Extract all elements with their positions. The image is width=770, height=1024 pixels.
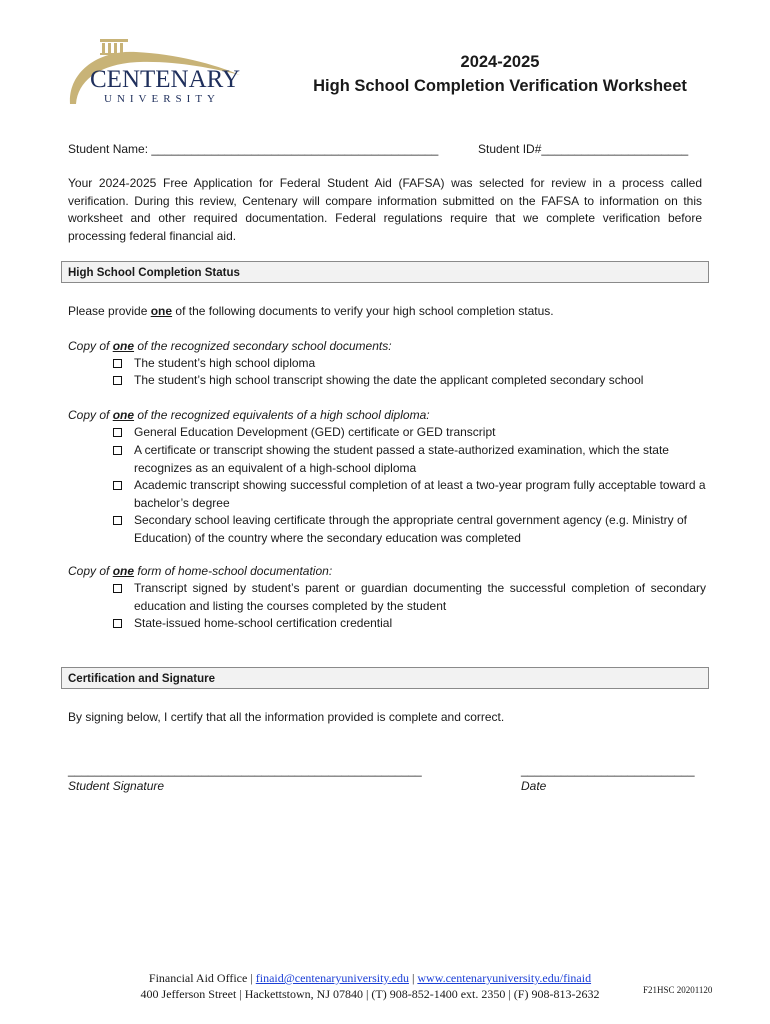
checkbox[interactable] — [113, 619, 122, 628]
signature-label: Student Signature — [68, 779, 165, 793]
group-heading-homeschool: Copy of one form of home-school documentation: — [68, 564, 333, 578]
email-link[interactable]: finaid@centenaryuniversity.edu — [255, 971, 409, 985]
certification-statement: By signing below, I certify that all the information provided is complete and correct. — [68, 710, 505, 724]
footer-address: 400 Jefferson Street | Hackettstown, NJ 07840 | (T) 908-852-1400 ext. 2350 | (F) 908-813-2632 — [140, 987, 600, 1001]
logo-subtitle: UNIVERSITY — [104, 93, 220, 105]
option-homeschool-credential[interactable]: State-issued home-school certification credential — [112, 615, 706, 633]
section-heading-completion: High School Completion Status — [61, 261, 709, 283]
option-homeschool-transcript[interactable]: Transcript signed by student’s parent or guardian documenting the successful completion of secondary education and listing the courses completed by the student — [112, 580, 706, 615]
checkbox[interactable] — [113, 446, 122, 455]
document-year: 2024-2025 — [460, 53, 540, 71]
signature-line[interactable]: _____________________________________________________ — [68, 763, 422, 777]
date-line[interactable]: __________________________ — [521, 763, 695, 777]
form-code: F21HSC 20201120 — [643, 985, 713, 995]
checkbox[interactable] — [113, 481, 122, 490]
group-heading-secondary: Copy of one of the recognized secondary school documents: — [68, 339, 392, 353]
intro-paragraph: Your 2024-2025 Free Application for Federal Student Aid (FAFSA) was selected for review in a process called verification. During this review, Centenary will compare information submitted on the FAFSA to information on this worksheet and other required documentation. Federal regulations require that we complete verification before processing federal financial aid. — [68, 176, 702, 243]
option-diploma[interactable]: The student’s high school diploma — [112, 355, 706, 373]
university-logo — [64, 30, 244, 112]
section1-instruction: Please provide one of the following documents to verify your high school completion status. — [68, 304, 554, 318]
checkbox[interactable] — [113, 516, 122, 525]
group-heading-equivalents: Copy of one of the recognized equivalents of a high school diploma: — [68, 408, 430, 422]
student-name-field[interactable]: Student Name: ___________________________________________ — [68, 142, 439, 156]
option-state-exam[interactable]: A certificate or transcript showing the student passed a state-authorized examination, which the state recognizes as an equivalent of a high-school diploma — [112, 442, 706, 477]
date-label: Date — [521, 779, 547, 793]
option-leaving-certificate[interactable]: Secondary school leaving certificate through the appropriate central government agency (e.g. Ministry of Education) of the country where the secondary education was completed — [112, 512, 706, 547]
checkbox[interactable] — [113, 359, 122, 368]
option-ged[interactable]: General Education Development (GED) certificate or GED transcript — [112, 424, 706, 442]
section-heading-certification: Certification and Signature — [61, 667, 709, 689]
checkbox[interactable] — [113, 584, 122, 593]
student-id-field[interactable]: Student ID#______________________ — [478, 142, 689, 156]
footer-contact: Financial Aid Office | finaid@centenaryuniversity.edu | www.centenaryuniversity.edu/finaid — [148, 971, 592, 985]
website-link[interactable]: www.centenaryuniversity.edu/finaid — [417, 971, 592, 985]
checkbox[interactable] — [113, 428, 122, 437]
document-title: High School Completion Verification Worksheet — [313, 77, 687, 95]
checkbox[interactable] — [113, 376, 122, 385]
option-transcript[interactable]: The student’s high school transcript showing the date the applicant completed secondary school — [112, 372, 706, 390]
option-academic-transcript[interactable]: Academic transcript showing successful completion of at least a two-year program fully acceptable toward a bachelor’s degree — [112, 477, 706, 512]
logo-wordmark: CENTENARY — [90, 66, 240, 93]
